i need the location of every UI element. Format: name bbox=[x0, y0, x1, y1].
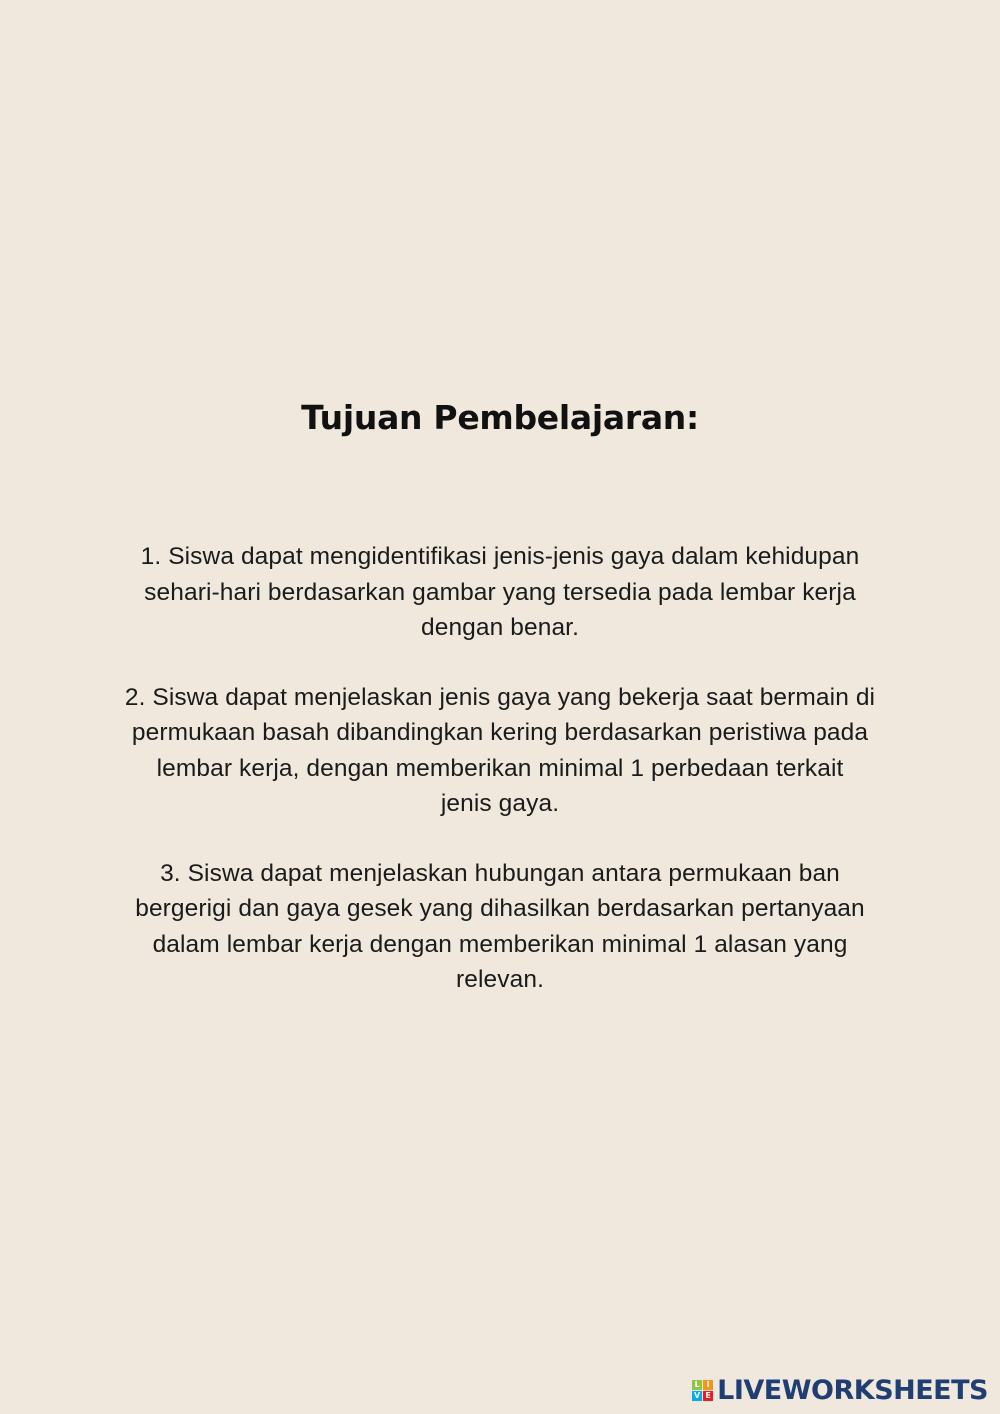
objective-line: relevan. bbox=[456, 966, 544, 993]
objective-line: 2. Siswa dapat menjelaskan jenis gaya yang bekerja saat bermain di bbox=[124, 683, 876, 711]
logo-text: LIVEWORKSHEETS bbox=[717, 1375, 988, 1406]
logo-cell: L bbox=[692, 1380, 702, 1390]
objectives-list bbox=[80, 539, 920, 1032]
objective-item-1 bbox=[80, 539, 920, 646]
objective-line: sehari-hari berdasarkan gambar yang tersedia pada lembar kerja bbox=[144, 578, 856, 606]
objective-line: jenis gaya. bbox=[440, 790, 560, 817]
objective-item-3 bbox=[80, 856, 920, 998]
objective-item-2 bbox=[80, 680, 920, 822]
objective-line: 1. Siswa dapat mengidentifikasi jenis-jenis gaya dalam kehidupan bbox=[140, 543, 860, 570]
objective-line: bergerigi dan gaya gesek yang dihasilkan berdasarkan pertanyaan bbox=[135, 895, 865, 922]
objective-line: permukaan basah dibandingkan kering berdasarkan peristiwa pada bbox=[131, 719, 869, 746]
liveworksheets-logo bbox=[692, 1375, 988, 1406]
objective-line: dengan benar. bbox=[421, 614, 579, 641]
objective-line: lembar kerja, dengan memberikan minimal 1 perbedaan terkait bbox=[156, 754, 844, 782]
page-title: Tujuan Pembelajaran: bbox=[301, 398, 699, 437]
logo-cell: E bbox=[703, 1391, 713, 1401]
objective-line: dalam lembar kerja dengan memberikan minimal 1 alasan yang bbox=[152, 930, 848, 958]
objective-line: 3. Siswa dapat menjelaskan hubungan antara permukaan ban bbox=[160, 859, 840, 887]
logo-mark-icon bbox=[692, 1380, 713, 1401]
logo-cell: V bbox=[694, 1391, 701, 1400]
logo-cell: I bbox=[703, 1380, 713, 1390]
